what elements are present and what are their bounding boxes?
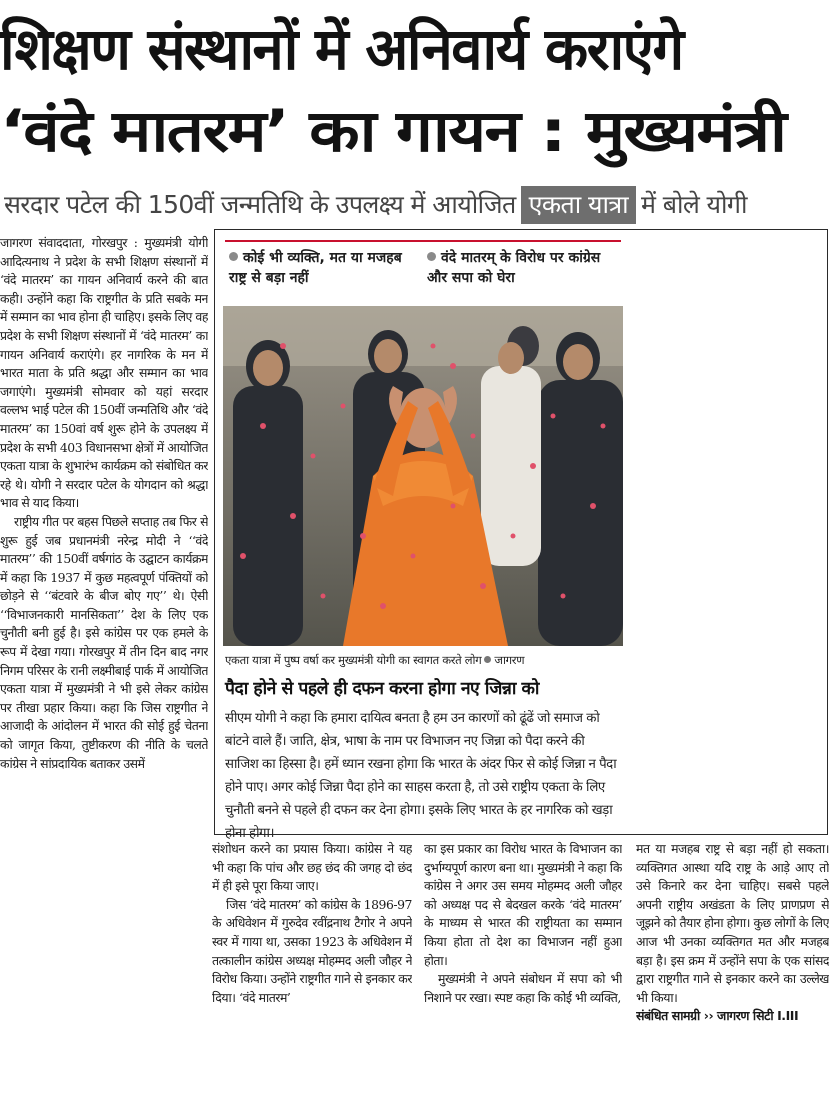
article-column-4 [636, 840, 829, 1096]
article-column-1 [0, 234, 208, 1096]
news-photo [223, 306, 623, 646]
bullet-icon [427, 252, 436, 261]
subheadline-highlight: एकता यात्रा [521, 186, 636, 224]
bullet-icon [229, 252, 238, 261]
headline-line-2: ‘वंदे मातरम’ का गायन : मुख्यमंत्री [0, 97, 786, 165]
article-column-3 [424, 840, 622, 1096]
highlights-bar [225, 240, 621, 310]
subheadline-text: सरदार पटेल की 150वीं जन्मतिथि के उपलक्ष्य में आयोजित [4, 190, 516, 219]
feature-box [214, 229, 828, 841]
article-paragraph: संशोधन करने का प्रयास किया। कांग्रेस ने यह भी कहा कि पांच और छह छंद की जगह दो छंद में ही इसे पूरा किया जाए। [212, 841, 412, 894]
related-content-link[interactable]: संबंधित सामग्री ›› जागरण सिटी I.III [636, 1008, 799, 1024]
photo-illustration [223, 306, 623, 646]
highlight-item: कोई भी व्यक्ति, मत या मजहब राष्ट्र से बड़ा नहीं [229, 250, 402, 286]
inset-heading: पैदा होने से पहले ही दफन करना होगा नए जिन्ना को [225, 679, 539, 699]
article-paragraph: जागरण संवाददाता, गोरखपुर : मुख्यमंत्री योगी आदित्यनाथ ने प्रदेश के सभी शिक्षण संस्थानों में ‘वंदे मातरम’ का गायन अनिवार्य करने की बात कही। उन्होंने कहा कि राष्ट्रगीत के प्रति सबके मन में सम्मान का भाव होना ही चाहिए। इसके लिए वह प्रदेश के सभी शिक्षण संस्थानों में ‘वंदे मातरम’ का गायन अनिवार्य कराएंगे। हर नागरिक के मन में भारत माता के प्रति श्रद्धा और सम्मान का भाव जगाएंगे। मुख्यमंत्री सोमवार को यहां सरदार वल्लभ भाई पटेल की 150वीं जन्मतिथि और ‘वंदे मातरम’ का 150वां वर्ष शुरू होने के उपलक्ष्य में प्रदेश के सभी 403 विधानसभा क्षेत्रों में आयोजित एकता यात्रा के शुभारंभ कार्यक्रम को संबोधित कर रहे थे। योगी ने सरदार पटेल के योगदान को श्रद्धा भाव से याद किया। [0, 235, 208, 511]
subheadline-tail: में बोले योगी [641, 190, 747, 219]
photo-credit: जागरण [494, 653, 525, 667]
headline-line-1: शिक्षण संस्थानों में अनिवार्य कराएंगे [0, 15, 683, 83]
article-paragraph: जिस ‘वंदे मातरम’ को कांग्रेस के 1896-97 के अधिवेशन में गुरुदेव रवींद्रनाथ टैगोर ने अपने स्वर में गाया था, उसका 1923 के अधिवेशन में तत्कालीन कांग्रेस अध्यक्ष मोहम्मद अली जौहर ने विरोध किया। उन्होंने राष्ट्रगीत गाने से इनकार कर दिया। ‘वंदे मातरम’ [212, 896, 412, 1005]
photo-caption: एकता यात्रा में पुष्प वर्षा कर मुख्यमंत्री योगी का स्वागत करते लोग जागरण [225, 653, 525, 667]
inset-body: सीएम योगी ने कहा कि हमारा दायित्व बनता है हम उन कारणों को ढूंढें जो समाज को बांटने वाले हैं। जाति, क्षेत्र, भाषा के नाम पर विभाजन नए जिन्ना को पैदा करने की साजिश का हिस्सा है। हमें ध्यान रखना होगा कि भारत के अंदर फिर से कोई जिन्ना न पैदा होने पाए। अगर कोई जिन्ना पैदा होने का साहस करता है, तो उसे राष्ट्रीय एकता के लिए चुनौती बनने से पहले ही दफन कर देना होगा। इसके लिए भारत के हर नागरिक को खड़ा होना होगा। [225, 711, 617, 841]
article-paragraph: मुख्यमंत्री ने अपने संबोधन में सपा को भी निशाने पर रखा। स्पष्ट कहा कि कोई भी व्यक्ति, [424, 971, 622, 1005]
article-paragraph: का इस प्रकार का विरोध भारत के विभाजन का दुर्भाग्यपूर्ण कारण बना था। मुख्यमंत्री ने कहा कि कांग्रेस ने अगर उस समय मोहम्मद अली जौहर को अध्यक्ष पद से बेदखल करके ‘वंदे मातरम’ के माध्यम से भारत की राष्ट्रीयता का सम्मान किया होता तो देश का विभाजन नहीं हुआ होता। [424, 841, 622, 968]
subheadline [4, 186, 829, 224]
bullet-icon [484, 656, 491, 663]
article-paragraph: मत या मजहब राष्ट्र से बड़ा नहीं हो सकता। व्यक्तिगत आस्था यदि राष्ट्र के आड़े आए तो उसे किनारे कर देना चाहिए। सबसे पहले अपनी राष्ट्रीय अखंडता के लिए प्राणप्रण से जूझने को तैयार होना होगा। कुछ लोगों के लिए आज भी उनका व्यक्तिगत मत और मजहब बड़ा है। इस क्रम में उन्होंने सपा के एक सांसद द्वारा राष्ट्रगीत गाने से इनकार करने का उल्लेख भी किया। [636, 841, 829, 1005]
article-paragraph: राष्ट्रीय गीत पर बहस पिछले सप्ताह तब फिर से शुरू हुई जब प्रधानमंत्री नरेन्द्र मोदी ने ‘‘वंदे मातरम’’ की 150वीं वर्षगांठ के उद्घाटन कार्यक्रम में कहा कि 1937 में कुछ महत्वपूर्ण पंक्तियों को छोड़ने से ‘‘बंटवारे के बीज बोए गए’’ थे। ऐसी ‘‘विभाजनकारी मानसिकता’’ देश के लिए एक चुनौती बनी हुई है। इसे कांग्रेस पर एक हमले के रूप में देखा गया। गोरखपुर में तीन दिन बाद नगर निगम परिसर के रानी लक्ष्मीबाई पार्क में आयोजित एकता यात्रा में मुख्यमंत्री ने भी इसे लेकर कांग्रेस पर तीखा प्रहार किया। कहा कि जिस राष्ट्रगीत ने आजादी के आंदोलन में भारत की सोई हुई चेतना को जागृत किया, तुष्टीकरण की नीति के चलते कांग्रेस ने सांप्रदायिक बताकर उसमें [0, 513, 208, 771]
highlight-item: वंदे मातरम् के विरोध पर कांग्रेस और सपा को घेरा [427, 250, 601, 286]
article-column-2 [212, 840, 412, 1096]
